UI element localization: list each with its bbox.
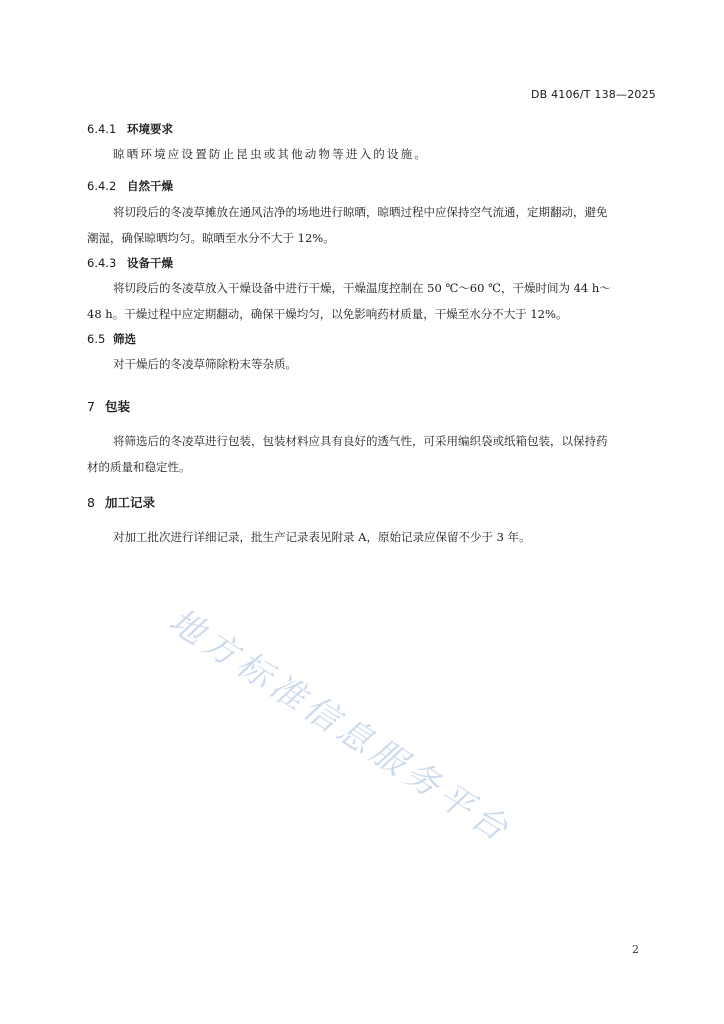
section-title: 加工记录 [105,495,156,510]
section-body-7 [87,428,657,480]
section-number: 6.4.2 [87,179,117,193]
section-heading-7 [87,397,130,415]
paragraph-line: 将切段后的冬凌草摊放在通风洁净的场地进行晾晒，晾晒过程中应保持空气流通，定期翻动，避免 [113,205,608,219]
page-number: 2 [632,943,639,956]
section-number: 6.4.1 [87,122,117,136]
section-body-6-4-1 [87,141,657,167]
section-body-6-4-3 [87,275,657,327]
section-body-6-5 [87,351,657,377]
watermark: 地方标准信息服务平台 [161,600,520,853]
paragraph-line: 潮湿，确保晾晒均匀。晾晒至水分不大于 12%。 [87,231,335,245]
section-number: 8 [87,495,95,510]
section-heading-6-5 [87,331,136,347]
paragraph-line: 材的质量和稳定性。 [87,460,191,474]
section-heading-8 [87,493,155,511]
section-title: 设备干燥 [127,256,173,270]
paragraph-line: 对干燥后的冬凌草筛除粉末等杂质。 [113,357,297,371]
section-title: 筛选 [113,332,136,346]
section-heading-6-4-1 [87,121,173,137]
section-number: 7 [87,399,95,414]
section-heading-6-4-2 [87,178,173,194]
paragraph-line: 将切段后的冬凌草放入干燥设备中进行干燥，干燥温度控制在 50 ℃～60 ℃，干燥时间为 44 h～ [113,281,611,295]
section-heading-6-4-3 [87,255,173,271]
paragraph-line: 晾晒环境应设置防止昆虫或其他动物等进入的设施。 [113,147,429,161]
section-title: 自然干燥 [127,179,173,193]
paragraph-line: 对加工批次进行详细记录，批生产记录表见附录 A，原始记录应保留不少于 3 年。 [113,530,531,544]
section-title: 包装 [105,399,131,414]
paragraph-line: 将筛选后的冬凌草进行包装，包装材料应具有良好的透气性，可采用编织袋或纸箱包装，以保持药 [113,434,608,448]
section-title: 环境要求 [127,122,173,136]
document-code: DB 4106/T 138—2025 [530,88,656,101]
section-body-6-4-2 [87,199,657,251]
section-body-8 [87,524,657,550]
section-number: 6.5 [87,332,106,346]
paragraph-line: 48 h。干燥过程中应定期翻动，确保干燥均匀，以免影响药材质量，干燥至水分不大于 12%。 [87,307,568,321]
section-number: 6.4.3 [87,256,117,270]
